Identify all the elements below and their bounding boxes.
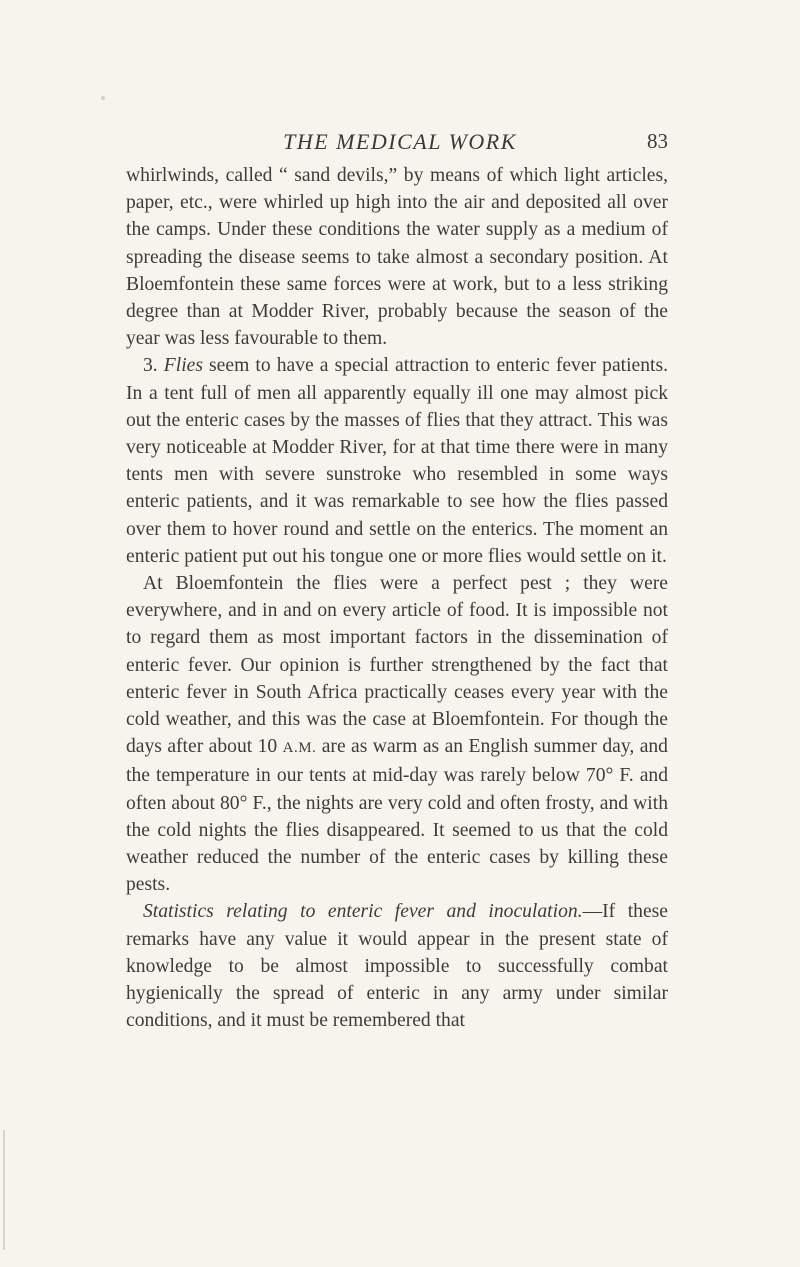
- paragraph-text: whirlwinds, called “ sand devils,” by means of which light articles, paper, etc., were whirled up high into the air and deposited all over the camps. Under these conditions the water supply as a medium of spreading the disease seems to take almost a secondary position. At Bloemfontein these same forces were at work, but to a less striking degree than at Modder River, probably because the season of the year was less favourable to them.: [126, 165, 668, 350]
- binding-edge-mark: [3, 1130, 5, 1250]
- section-heading: Statistics relating to enteric fever and inoculation.: [143, 901, 583, 923]
- paragraph-sand-devils: [126, 162, 668, 352]
- body-text: [126, 162, 668, 1035]
- paragraph-text-part2: are as warm as an English summer day, and the temperature in our tents at mid-day was rarely below 70° F. and often about 80° F., the nights are very cold and often frosty, and with the cold nights the flies disappeared. It seemed to us that the cold weather reduced the number of the enteric cases by killing these pests.: [126, 736, 668, 896]
- running-head: [0, 129, 800, 159]
- item-number: 3.: [143, 355, 164, 377]
- paragraph-text: seem to have a special attraction to enteric fever patients. In a tent full of men all apparently equally ill one may almost pick out the enteric cases by the masses of flies that they attract. This was very noticeable at Modder River, for at that time there were in many tents men with severe sunstroke who resembled in some ways enteric patients, and it was remarkable to see how the flies passed over them to hover round and settle on the enterics. The moment an enteric patient put out his tongue one or more flies would settle on it.: [126, 355, 668, 567]
- paragraph-text-part1: At Bloemfontein the flies were a perfect pest ; they were everywhere, and in and on every article of food. It is impossible not to regard them as most important factors in the dissemination of enteric fever. Our opinion is further strengthened by the fact that enteric fever in South Africa practically ceases every year with the cold weather, and this was the case at Bloemfontein. For though the days after about 10: [126, 573, 668, 758]
- paragraph-bloemfontein: [126, 570, 668, 898]
- paragraph-flies: [126, 352, 668, 570]
- page-number: 83: [647, 129, 668, 153]
- paper-speck: [101, 96, 105, 100]
- item-heading: Flies: [163, 355, 203, 377]
- running-title: THE MEDICAL WORK: [283, 129, 517, 154]
- paragraph-statistics: [126, 898, 668, 1034]
- paragraph-text: —If these remarks have any value it would appear in the present state of knowledge to be almost impossible to successfully combat hygienically the spread of enteric in any army under similar conditions, and it must be remembered that: [126, 901, 668, 1032]
- time-abbreviation: A.M.: [282, 740, 317, 757]
